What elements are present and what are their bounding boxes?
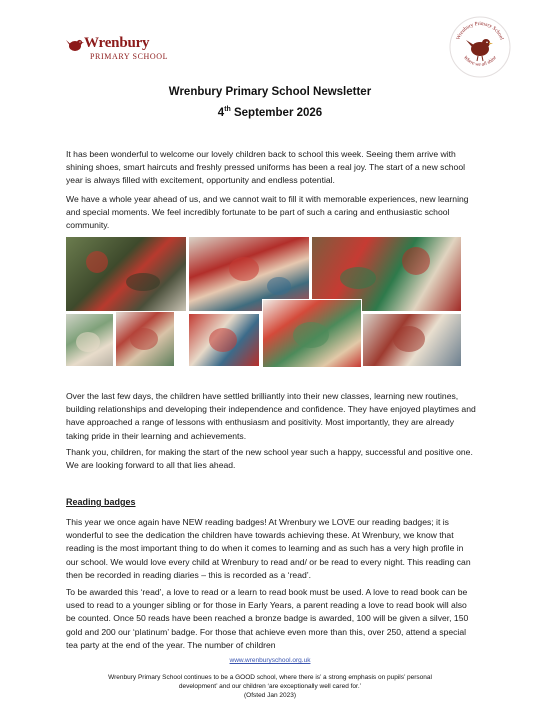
logo-subtitle: PRIMARY SCHOOL [90,52,169,61]
date-day: 4 [217,106,225,119]
wren-bird-icon [66,37,84,53]
school-logo [66,34,169,62]
crest-name: Wrenbury Primary School [455,20,505,41]
newsletter-title: Wrenbury Primary School Newsletter [168,86,372,98]
crest-motto: Where we all shine [462,55,498,68]
year-ahead-paragraph: We have a whole year ahead of us, and we cannot wait to fill it with memorable experiences, new learning and special moments. We feel incredibly fortunate to be part of such a caring and enthusiastic school community. [66,194,469,231]
reading-badges-paragraph: This year we once again have NEW reading badges! At Wrenbury we LOVE our reading badges; it is wonderful to see the dedication the children have towards achieving these. At Wrenbury, we know that reading is the most important thing to do when it comes to learning and as such has a very high profile in our school. We would love every child at Wrenbury to read and/ or be read to every night. This reading can then be recorded in reading diaries – this is recorded as a ‘read’. [66,517,471,580]
ofsted-note [70,673,470,700]
class-photo-7 [262,299,362,368]
newsletter-date [0,106,540,119]
class-photo-8 [363,314,461,366]
date-month-year: September 2026 [230,106,323,119]
school-website-link[interactable]: www.wrenburyschool.org.uk [229,657,311,664]
class-photo-5 [116,312,174,366]
settling-in-paragraph: Over the last few days, the children have settled brilliantly into their new classes, learning new routines, building relationships and developing their independence and confidence. They have enjoyed playtimes and have approached a range of lessons with enthusiasm and positivity. Most importantly, they are already taking pride in their learning and achievements. [66,391,476,441]
class-photo-6 [189,314,259,366]
logo-name: Wrenbury [84,35,150,51]
school-crest-icon [449,16,511,78]
date-suffix: th [224,106,231,113]
thank-you-paragraph: Thank you, children, for making the start of the new school year such a happy, successful and positive one. We are looking forward to all that lies ahead. [66,447,473,471]
reading-badges-heading: Reading badges [66,497,136,507]
intro-paragraph: It has been wonderful to welcome our lovely children back to school this week. Seeing them arrive with shining shoes, smart haircuts and freshly pressed uniforms has been a real joy. The start of a new school year is always filled with excitement, opportunity and endless potential. [66,149,466,186]
class-photo-4 [66,314,113,366]
class-photo-1 [66,237,186,311]
ofsted-note-line-2: development’ and our children ‘are exceptionally well cared for.’ [178,683,362,690]
ofsted-note-line-1: Wrenbury Primary School continues to be a GOOD school, where there is’ a strong emphasis on pupils’ personal [108,674,432,681]
ofsted-note-line-3: (Ofsted Jan 2023) [243,692,297,699]
reading-awards-paragraph: To be awarded this ‘read’, a love to read or a learn to read book must be used. A love to read book can be used to read to a younger sibling or for those in Early Years, a parent reading a love to read book will also be counted. Once 50 reads have been reached a bronze badge is awarded, 100 will be given a silver, 150 gold and 200 our ‘platinum’ badge. For those that achieve even more than this, over 250, attend a special tea party at the end of the year. The number of children [66,587,469,650]
